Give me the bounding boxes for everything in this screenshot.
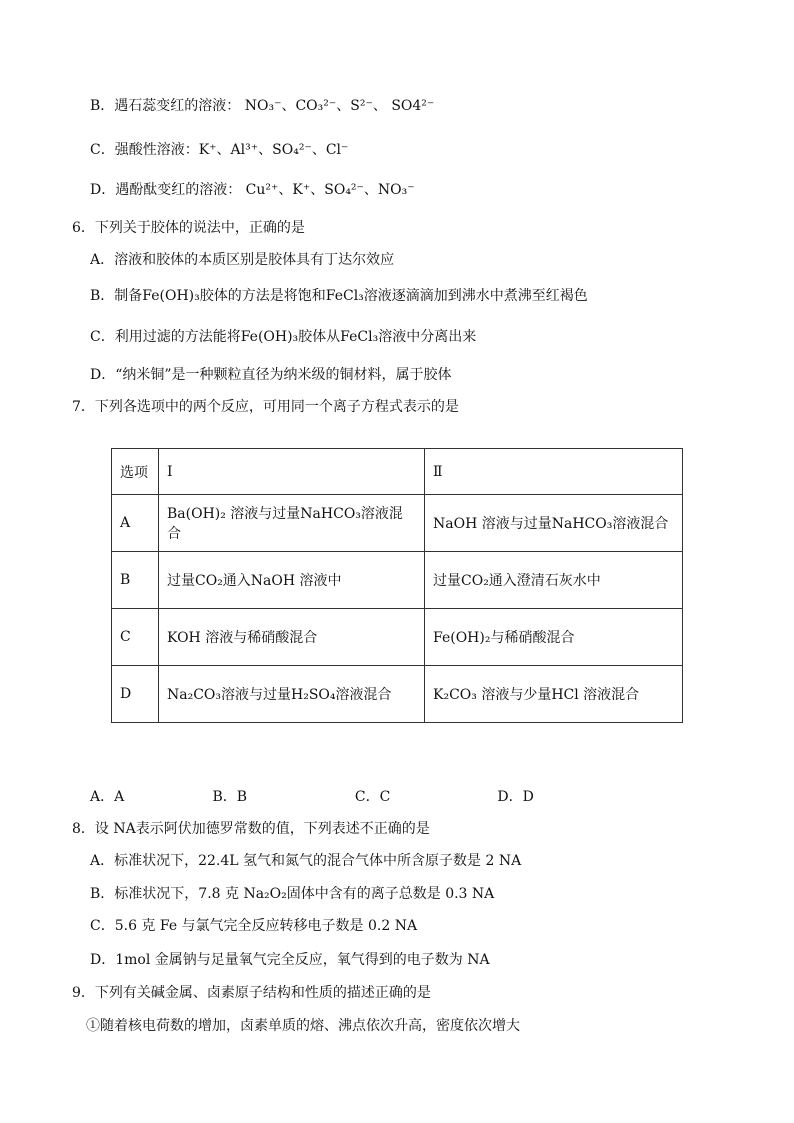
table-header-cell: Ⅰ — [159, 449, 425, 495]
table-cell: B — [112, 552, 159, 609]
table-cell: K₂CO₃ 溶液与少量HCl 溶液混合 — [425, 666, 683, 723]
table-header-row — [112, 449, 683, 495]
q5-option-b: B．遇石蕊变红的溶液： NO₃⁻、CO₃²⁻、S²⁻、 SO4²⁻ — [90, 98, 435, 114]
table-header-cell: 选项 — [112, 449, 159, 495]
q7-choice-c: C．C — [354, 789, 391, 805]
table-cell: Ba(OH)₂ 溶液与过量NaHCO₃溶液混合 — [159, 495, 425, 552]
q6-option-d: D．“纳米铜”是一种颗粒直径为纳米级的铜材料，属于胶体 — [90, 367, 452, 383]
q8-option-d: D．1mol 金属钠与足量氧气完全反应，氧气得到的电子数为 NA — [90, 952, 490, 968]
table-row — [112, 552, 683, 609]
q6-option-c: C．利用过滤的方法能将Fe(OH)₃胶体从FeCl₃溶液中分离出来 — [90, 329, 477, 345]
q9-stem: 9．下列有关碱金属、卤素原子结构和性质的描述正确的是 — [72, 985, 431, 1001]
q5-option-c: C．强酸性溶液：K⁺、Al³⁺、SO₄²⁻、Cl⁻ — [90, 142, 349, 158]
table-cell: 过量CO₂通入NaOH 溶液中 — [159, 552, 425, 609]
q5-option-d: D．遇酚酞变红的溶液： Cu²⁺、K⁺、SO₄²⁻、NO₃⁻ — [90, 182, 415, 198]
q7-choices — [90, 787, 534, 807]
table-cell: D — [112, 666, 159, 723]
table-row — [112, 666, 683, 723]
table-cell: KOH 溶液与稀硝酸混合 — [159, 609, 425, 666]
q6-option-a: A．溶液和胶体的本质区别是胶体具有丁达尔效应 — [90, 252, 395, 268]
q8-option-c: C．5.6 克 Fe 与氯气完全反应转移电子数是 0.2 NA — [90, 918, 418, 934]
q6-option-b: B．制备Fe(OH)₃胶体的方法是将饱和FeCl₃溶液逐滴滴加到沸水中煮沸至红褐色 — [90, 288, 588, 304]
q7-options-table — [111, 448, 683, 723]
table-row — [112, 609, 683, 666]
table-cell: NaOH 溶液与过量NaHCO₃溶液混合 — [425, 495, 683, 552]
table-cell: 过量CO₂通入澄清石灰水中 — [425, 552, 683, 609]
table-cell: A — [112, 495, 159, 552]
q9-statement-1: ①随着核电荷数的增加，卤素单质的熔、沸点依次升高，密度依次增大 — [86, 1018, 520, 1034]
q7-choice-b: B．B — [212, 789, 248, 805]
table-cell: C — [112, 609, 159, 666]
q7-stem: 7．下列各选项中的两个反应，可用同一个离子方程式表示的是 — [72, 399, 459, 415]
table-cell: Fe(OH)₂与稀硝酸混合 — [425, 609, 683, 666]
q8-option-a: A．标准状况下，22.4L 氢气和氮气的混合气体中所含原子数是 2 NA — [90, 853, 522, 869]
table-header-cell: Ⅱ — [425, 449, 683, 495]
q6-stem: 6．下列关于胶体的说法中，正确的是 — [72, 220, 305, 236]
q8-option-b: B．标准状况下，7.8 克 Na₂O₂固体中含有的离子总数是 0.3 NA — [90, 886, 495, 902]
table-cell: Na₂CO₃溶液与过量H₂SO₄溶液混合 — [159, 666, 425, 723]
q7-choice-a: A．A — [90, 789, 125, 805]
q8-stem: 8．设 NA表示阿伏加德罗常数的值，下列表述不正确的是 — [72, 821, 430, 837]
q7-choice-d: D．D — [497, 789, 534, 805]
table-row — [112, 495, 683, 552]
